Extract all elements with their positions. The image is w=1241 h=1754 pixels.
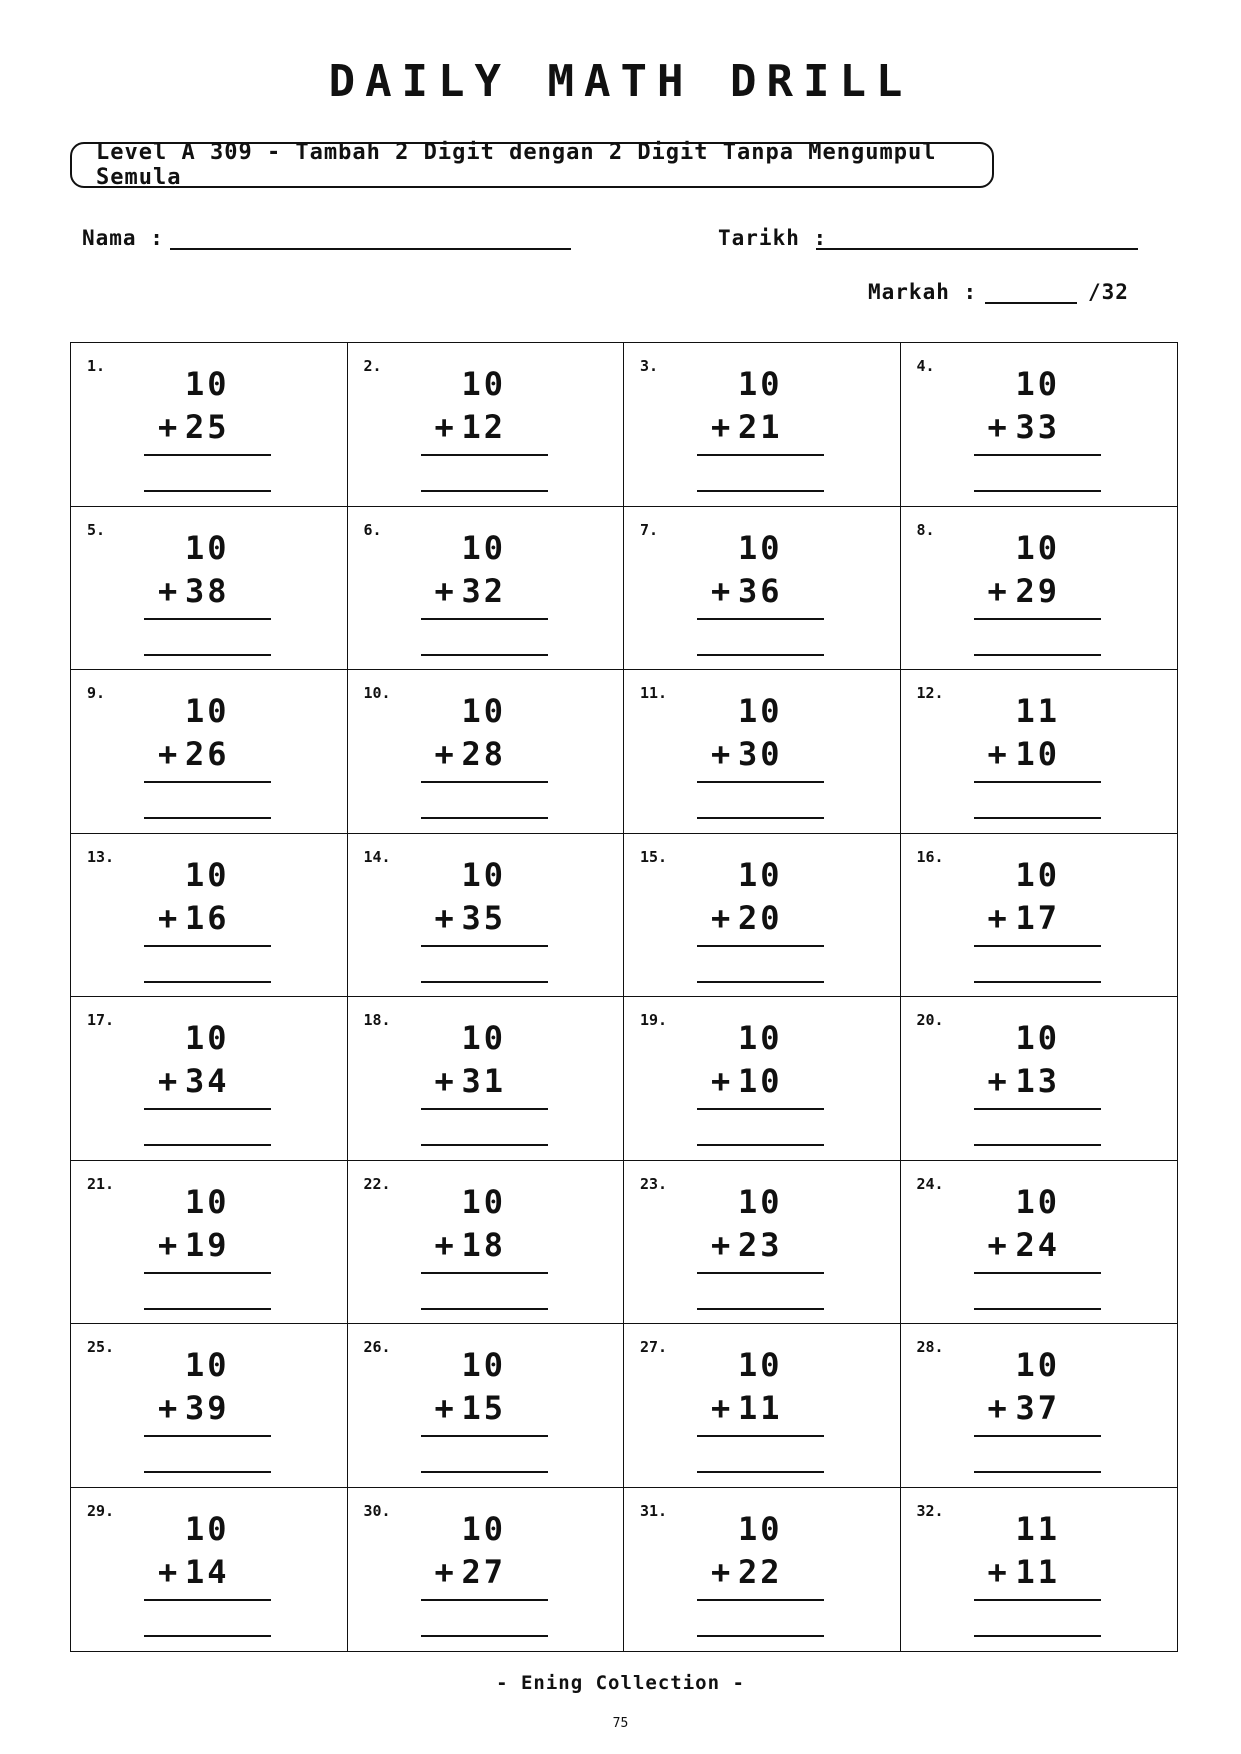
answer-line[interactable] bbox=[974, 817, 1101, 819]
first-addend: 10 bbox=[184, 692, 230, 730]
second-addend: 29 bbox=[1015, 571, 1060, 610]
plus-sign: + bbox=[987, 1062, 1007, 1100]
answer-line[interactable] bbox=[974, 490, 1101, 492]
problem-number: 14. bbox=[363, 847, 391, 866]
plus-sign: + bbox=[711, 735, 731, 773]
first-addend: 10 bbox=[737, 692, 783, 730]
first-addend: 11 bbox=[1015, 1509, 1060, 1548]
answer-line[interactable] bbox=[421, 817, 548, 819]
plus-sign: + bbox=[158, 571, 178, 610]
problem-cell bbox=[901, 343, 1178, 507]
problem-cell bbox=[71, 507, 348, 671]
answer-line[interactable] bbox=[144, 1471, 271, 1473]
plus-sign: + bbox=[158, 1225, 178, 1264]
second-addend: 32 bbox=[461, 571, 506, 610]
first-addend: 10 bbox=[461, 1346, 506, 1384]
answer-line[interactable] bbox=[697, 1471, 824, 1473]
sum-line bbox=[974, 1108, 1101, 1110]
first-addend: 10 bbox=[737, 855, 783, 894]
second-addend: 28 bbox=[461, 735, 506, 773]
problem-number: 15. bbox=[640, 847, 668, 866]
answer-line[interactable] bbox=[974, 1308, 1101, 1310]
plus-sign: + bbox=[987, 1389, 1007, 1427]
problem-cell bbox=[901, 1324, 1178, 1488]
answer-line[interactable] bbox=[144, 490, 271, 492]
sum-line bbox=[144, 1435, 271, 1437]
problem-cell bbox=[901, 507, 1178, 671]
sum-line bbox=[697, 945, 824, 947]
second-addend: 12 bbox=[461, 408, 506, 446]
problem-cell bbox=[348, 834, 625, 998]
sum-line bbox=[144, 1108, 271, 1110]
problem-number: 8. bbox=[916, 520, 935, 539]
answer-line[interactable] bbox=[974, 654, 1101, 656]
answer-line[interactable] bbox=[697, 490, 824, 492]
sum-line bbox=[697, 1108, 824, 1110]
second-addend: 23 bbox=[737, 1225, 783, 1264]
problem-number: 23. bbox=[640, 1174, 668, 1193]
problem-number: 2. bbox=[363, 357, 382, 375]
problem-cell bbox=[624, 1324, 901, 1488]
problem-number: 31. bbox=[640, 1501, 668, 1520]
answer-line[interactable] bbox=[144, 981, 271, 983]
first-addend: 10 bbox=[461, 1019, 506, 1057]
problem-cell bbox=[348, 343, 625, 507]
plus-sign: + bbox=[987, 1552, 1007, 1591]
first-addend: 10 bbox=[184, 1019, 230, 1057]
sum-line bbox=[974, 1272, 1101, 1274]
problem-cell bbox=[348, 1488, 625, 1652]
sum-line bbox=[421, 618, 548, 620]
markah-field[interactable] bbox=[985, 278, 1077, 304]
sum-line bbox=[974, 781, 1101, 783]
plus-sign: + bbox=[987, 408, 1007, 446]
first-addend: 10 bbox=[737, 1182, 783, 1221]
second-addend: 11 bbox=[737, 1389, 783, 1427]
plus-sign: + bbox=[987, 735, 1007, 773]
problem-number: 10. bbox=[363, 684, 391, 702]
answer-line[interactable] bbox=[697, 981, 824, 983]
second-addend: 26 bbox=[184, 735, 230, 773]
first-addend: 10 bbox=[737, 1346, 783, 1384]
sum-line bbox=[697, 1272, 824, 1274]
problem-number: 25. bbox=[87, 1338, 115, 1356]
second-addend: 34 bbox=[184, 1062, 230, 1100]
problem-cell bbox=[901, 670, 1178, 834]
problem-number: 1. bbox=[87, 357, 106, 375]
problem-number: 20. bbox=[916, 1011, 944, 1029]
plus-sign: + bbox=[987, 898, 1007, 937]
answer-line[interactable] bbox=[421, 981, 548, 983]
plus-sign: + bbox=[711, 408, 731, 446]
problem-number: 27. bbox=[640, 1338, 668, 1356]
sum-line bbox=[144, 618, 271, 620]
plus-sign: + bbox=[434, 408, 454, 446]
problem-number: 19. bbox=[640, 1011, 668, 1029]
second-addend: 33 bbox=[1015, 408, 1060, 446]
answer-line[interactable] bbox=[421, 1635, 548, 1637]
markah-total: /32 bbox=[1088, 280, 1129, 304]
problem-cell bbox=[901, 1488, 1178, 1652]
second-addend: 22 bbox=[737, 1552, 783, 1591]
plus-sign: + bbox=[711, 898, 731, 937]
sum-line bbox=[974, 945, 1101, 947]
plus-sign: + bbox=[158, 1552, 178, 1591]
problem-cell bbox=[901, 997, 1178, 1161]
plus-sign: + bbox=[434, 735, 454, 773]
sum-line bbox=[421, 1108, 548, 1110]
page-title: DAILY MATH DRILL bbox=[328, 56, 913, 107]
second-addend: 38 bbox=[184, 571, 230, 610]
answer-line[interactable] bbox=[144, 654, 271, 656]
second-addend: 39 bbox=[184, 1389, 230, 1427]
sum-line bbox=[144, 454, 271, 456]
sum-line bbox=[697, 1599, 824, 1601]
first-addend: 10 bbox=[1015, 855, 1060, 894]
nama-label: Nama : bbox=[82, 226, 164, 250]
answer-line[interactable] bbox=[144, 1308, 271, 1310]
sum-line bbox=[421, 454, 548, 456]
sum-line bbox=[421, 1599, 548, 1601]
first-addend: 10 bbox=[1015, 365, 1060, 403]
sum-line bbox=[144, 945, 271, 947]
answer-line[interactable] bbox=[974, 981, 1101, 983]
answer-line[interactable] bbox=[697, 654, 824, 656]
problem-cell bbox=[624, 507, 901, 671]
problem-number: 9. bbox=[87, 684, 106, 702]
first-addend: 10 bbox=[461, 692, 506, 730]
first-addend: 10 bbox=[184, 1509, 230, 1548]
second-addend: 25 bbox=[184, 408, 230, 446]
first-addend: 10 bbox=[461, 1509, 506, 1548]
problem-number: 22. bbox=[363, 1174, 391, 1193]
problem-cell bbox=[348, 997, 625, 1161]
footer-credit: - Ening Collection - bbox=[496, 1672, 745, 1694]
problem-number: 16. bbox=[916, 847, 944, 866]
problem-cell bbox=[901, 834, 1178, 998]
problem-number: 29. bbox=[87, 1501, 115, 1520]
first-addend: 10 bbox=[737, 1019, 783, 1057]
level-description: Level A 309 - Tambah 2 Digit dengan 2 Digit Tanpa Mengumpul Semula bbox=[96, 140, 937, 190]
problem-cell bbox=[348, 1324, 625, 1488]
problem-number: 5. bbox=[87, 520, 106, 539]
sum-line bbox=[144, 1272, 271, 1274]
answer-line[interactable] bbox=[974, 1471, 1101, 1473]
first-addend: 10 bbox=[737, 1509, 783, 1548]
second-addend: 24 bbox=[1015, 1225, 1060, 1264]
problem-cell bbox=[348, 507, 625, 671]
problem-cell bbox=[624, 834, 901, 998]
problem-cell bbox=[71, 1161, 348, 1325]
first-addend: 10 bbox=[1015, 1019, 1060, 1057]
problem-number: 7. bbox=[640, 520, 659, 539]
second-addend: 35 bbox=[461, 898, 506, 937]
problem-cell bbox=[624, 997, 901, 1161]
sum-line bbox=[974, 1599, 1101, 1601]
answer-line[interactable] bbox=[974, 1144, 1101, 1146]
problem-number: 18. bbox=[363, 1011, 391, 1029]
second-addend: 13 bbox=[1015, 1062, 1060, 1100]
plus-sign: + bbox=[711, 1225, 731, 1264]
plus-sign: + bbox=[158, 735, 178, 773]
sum-line bbox=[697, 781, 824, 783]
page-number: 75 bbox=[612, 1716, 629, 1731]
problem-cell bbox=[901, 1161, 1178, 1325]
plus-sign: + bbox=[987, 1225, 1007, 1264]
plus-sign: + bbox=[711, 1389, 731, 1427]
answer-line[interactable] bbox=[421, 1144, 548, 1146]
problem-cell bbox=[624, 1161, 901, 1325]
problem-number: 24. bbox=[916, 1174, 944, 1193]
problem-cell bbox=[348, 670, 625, 834]
problem-number: 26. bbox=[363, 1338, 391, 1356]
plus-sign: + bbox=[711, 571, 731, 610]
sum-line bbox=[974, 1435, 1101, 1437]
problem-cell bbox=[624, 343, 901, 507]
second-addend: 11 bbox=[1015, 1552, 1060, 1591]
first-addend: 10 bbox=[184, 1346, 230, 1384]
plus-sign: + bbox=[434, 1225, 454, 1264]
answer-line[interactable] bbox=[697, 1635, 824, 1637]
second-addend: 20 bbox=[737, 898, 783, 937]
plus-sign: + bbox=[434, 1062, 454, 1100]
answer-line[interactable] bbox=[697, 1308, 824, 1310]
first-addend: 10 bbox=[1015, 1346, 1060, 1384]
sum-line bbox=[697, 618, 824, 620]
second-addend: 15 bbox=[461, 1389, 506, 1427]
plus-sign: + bbox=[158, 1062, 178, 1100]
tarikh-label: Tarikh : bbox=[718, 226, 828, 250]
second-addend: 18 bbox=[461, 1225, 506, 1264]
answer-line[interactable] bbox=[421, 654, 548, 656]
first-addend: 10 bbox=[461, 855, 506, 894]
sum-line bbox=[974, 618, 1101, 620]
first-addend: 10 bbox=[461, 1182, 506, 1221]
second-addend: 36 bbox=[737, 571, 783, 610]
first-addend: 10 bbox=[461, 528, 506, 567]
second-addend: 37 bbox=[1015, 1389, 1060, 1427]
answer-line[interactable] bbox=[697, 817, 824, 819]
second-addend: 30 bbox=[737, 735, 783, 773]
first-addend: 10 bbox=[737, 365, 783, 403]
sum-line bbox=[697, 1435, 824, 1437]
plus-sign: + bbox=[158, 898, 178, 937]
problem-number: 4. bbox=[916, 357, 935, 375]
sum-line bbox=[421, 1272, 548, 1274]
problem-number: 13. bbox=[87, 847, 115, 866]
first-addend: 10 bbox=[184, 1182, 230, 1221]
second-addend: 10 bbox=[1015, 735, 1060, 773]
problem-cell bbox=[71, 670, 348, 834]
plus-sign: + bbox=[434, 1389, 454, 1427]
first-addend: 10 bbox=[737, 528, 783, 567]
problem-grid bbox=[70, 342, 1178, 1652]
problem-number: 21. bbox=[87, 1174, 115, 1193]
first-addend: 10 bbox=[184, 365, 230, 403]
second-addend: 19 bbox=[184, 1225, 230, 1264]
tarikh-field[interactable] bbox=[816, 224, 1138, 250]
second-addend: 14 bbox=[184, 1552, 230, 1591]
problem-cell bbox=[71, 1324, 348, 1488]
first-addend: 10 bbox=[1015, 1182, 1060, 1221]
problem-number: 17. bbox=[87, 1011, 115, 1029]
first-addend: 11 bbox=[1015, 692, 1060, 730]
first-addend: 10 bbox=[461, 365, 506, 403]
sum-line bbox=[421, 781, 548, 783]
second-addend: 21 bbox=[737, 408, 783, 446]
answer-line[interactable] bbox=[697, 1144, 824, 1146]
plus-sign: + bbox=[711, 1062, 731, 1100]
plus-sign: + bbox=[434, 571, 454, 610]
problem-cell bbox=[71, 1488, 348, 1652]
sum-line bbox=[421, 945, 548, 947]
answer-line[interactable] bbox=[421, 490, 548, 492]
problem-number: 32. bbox=[916, 1501, 944, 1520]
first-addend: 10 bbox=[184, 528, 230, 567]
problem-number: 28. bbox=[916, 1338, 944, 1356]
second-addend: 10 bbox=[737, 1062, 783, 1100]
sum-line bbox=[421, 1435, 548, 1437]
problem-number: 11. bbox=[640, 684, 668, 702]
problem-number: 12. bbox=[916, 684, 944, 702]
markah-label: Markah : bbox=[868, 280, 978, 304]
answer-line[interactable] bbox=[144, 1635, 271, 1637]
problem-cell bbox=[71, 834, 348, 998]
problem-cell bbox=[624, 1488, 901, 1652]
answer-line[interactable] bbox=[144, 1144, 271, 1146]
problem-number: 3. bbox=[640, 357, 659, 375]
problem-cell bbox=[71, 343, 348, 507]
plus-sign: + bbox=[158, 408, 178, 446]
problem-cell bbox=[624, 670, 901, 834]
sum-line bbox=[697, 454, 824, 456]
second-addend: 16 bbox=[184, 898, 230, 937]
answer-line[interactable] bbox=[421, 1308, 548, 1310]
sum-line bbox=[144, 781, 271, 783]
level-description-box bbox=[70, 142, 994, 188]
problem-cell bbox=[348, 1161, 625, 1325]
plus-sign: + bbox=[434, 1552, 454, 1591]
sum-line bbox=[144, 1599, 271, 1601]
plus-sign: + bbox=[158, 1389, 178, 1427]
nama-field[interactable] bbox=[170, 224, 571, 250]
problem-number: 6. bbox=[363, 520, 382, 539]
problem-number: 30. bbox=[363, 1501, 391, 1520]
plus-sign: + bbox=[711, 1552, 731, 1591]
answer-line[interactable] bbox=[144, 817, 271, 819]
first-addend: 10 bbox=[184, 855, 230, 894]
second-addend: 17 bbox=[1015, 898, 1060, 937]
problem-cell bbox=[71, 997, 348, 1161]
answer-line[interactable] bbox=[421, 1471, 548, 1473]
plus-sign: + bbox=[987, 571, 1007, 610]
answer-line[interactable] bbox=[974, 1635, 1101, 1637]
second-addend: 31 bbox=[461, 1062, 506, 1100]
second-addend: 27 bbox=[461, 1552, 506, 1591]
plus-sign: + bbox=[434, 898, 454, 937]
sum-line bbox=[974, 454, 1101, 456]
first-addend: 10 bbox=[1015, 528, 1060, 567]
